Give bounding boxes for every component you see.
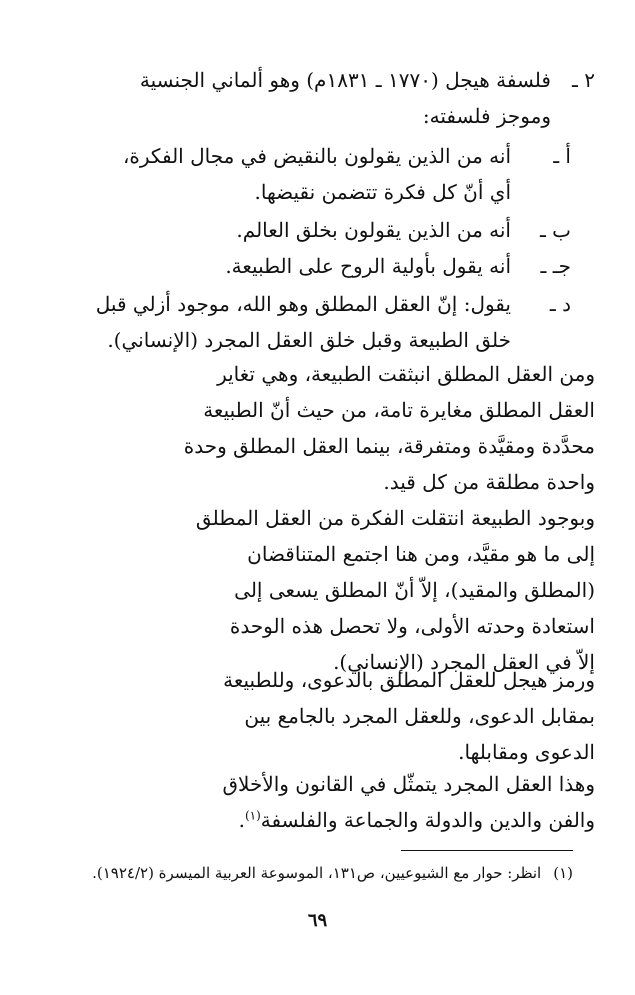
text-line: وبوجود الطبيعة انتقلت الفكرة من العقل المطلق xyxy=(195,506,595,530)
text-line: وهذا العقل المجرد يتمثّل في القانون والأخلاق xyxy=(222,772,595,796)
footnote-divider xyxy=(401,850,573,851)
footnote xyxy=(53,860,573,886)
paragraph xyxy=(121,356,595,500)
paragraph-text xyxy=(121,500,595,680)
item-text xyxy=(40,212,511,248)
paragraph-text xyxy=(121,662,595,770)
item-text xyxy=(40,62,551,134)
footnote-text: انظر: حوار مع الشيوعيين، ص١٣١، الموسوعة العربية الميسرة (١٩٢٤/٢). xyxy=(92,864,542,882)
list-item xyxy=(40,286,595,358)
text-line: ومن العقل المطلق انبثقت الطبيعة، وهي تغاير xyxy=(217,362,595,386)
item-marker: د ـ xyxy=(549,292,571,316)
text-line: الدعوى ومقابلها. xyxy=(458,740,595,764)
paragraph xyxy=(121,500,595,680)
item-text xyxy=(40,138,511,210)
paragraph xyxy=(121,662,595,770)
item-marker: أ ـ xyxy=(553,144,571,168)
text-line: محدَّدة ومقيَّدة ومتفرقة، بينما العقل المطلق وحدة xyxy=(183,434,595,458)
text-fragment: والفن والدين والدولة والجماعة والفلسفة xyxy=(260,808,595,832)
text-line: أنه من الذين يقولون بخلق العالم. xyxy=(236,218,511,242)
list-item xyxy=(40,212,595,248)
item-marker: ب ـ xyxy=(539,218,571,242)
text-line xyxy=(121,802,595,838)
text-line: العقل المطلق مغايرة تامة، من حيث أنّ الطبيعة xyxy=(203,398,595,422)
text-line: أنه من الذين يقولون بالنقيض في مجال الفكرة، xyxy=(122,144,511,168)
text-line: فلسفة هيجل (١٧٧٠ ـ ١٨٣١م) وهو ألماني الجنسية xyxy=(139,68,551,92)
paragraph-text xyxy=(121,356,595,500)
text-line: خلق الطبيعة وقبل خلق العقل المجرد (الإنساني). xyxy=(107,328,511,352)
list-item xyxy=(40,248,595,284)
text-line: أي أنّ كل فكرة تتضمن نقيضها. xyxy=(254,180,511,204)
page-number: ٦٩ xyxy=(307,910,328,931)
text-line: بمقابل الدعوى، وللعقل المجرد بالجامع بين xyxy=(244,704,595,728)
paragraph xyxy=(121,766,595,838)
footnote-number: (١) xyxy=(553,864,573,882)
text-line: (المطلق والمقيد)، إلاّ أنّ المطلق يسعى إلى xyxy=(234,578,595,602)
text-line: إلاّ في العقل المجرد (الإنساني). xyxy=(333,650,595,674)
list-item xyxy=(40,138,595,210)
footnote-reference[interactable]: (١) xyxy=(244,808,261,823)
text-line: إلى ما هو مقيَّد، ومن هنا اجتمع المتناقضان xyxy=(247,542,595,566)
text-line: ورمز هيجل للعقل المطلق بالدعوى، وللطبيعة xyxy=(223,668,595,692)
item-text xyxy=(40,248,511,284)
end-punctuation: . xyxy=(238,808,245,832)
item-text xyxy=(40,286,511,358)
text-line: وموجز فلسفته: xyxy=(422,104,551,128)
paragraph-text xyxy=(121,766,595,838)
list-item xyxy=(40,62,595,134)
text-line: أنه يقول بأولية الروح على الطبيعة. xyxy=(225,254,511,278)
text-line: يقول: إنّ العقل المطلق وهو الله، موجود أزلي قبل xyxy=(95,292,511,316)
text-line: استعادة وحدته الأولى، ولا تحصل هذه الوحدة xyxy=(229,614,595,638)
item-marker: ٢ ـ xyxy=(572,68,595,92)
text-line: واحدة مطلقة من كل قيد. xyxy=(383,470,595,494)
item-marker: جـ ـ xyxy=(540,254,571,278)
